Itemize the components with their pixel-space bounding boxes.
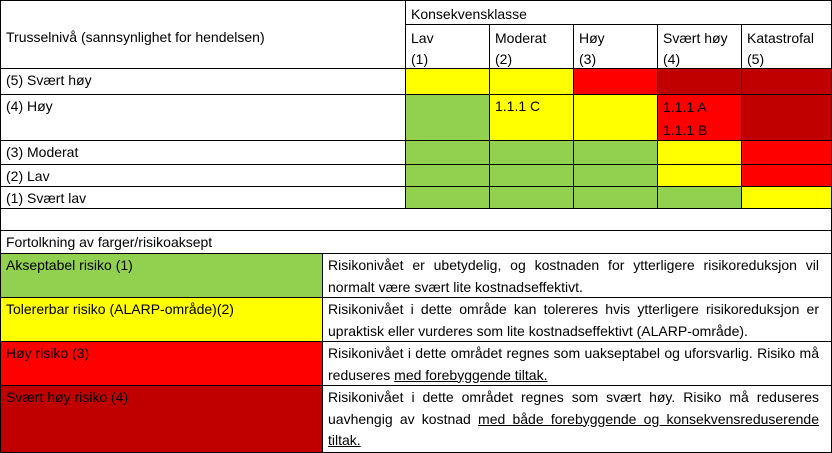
legend-title <box>0 230 832 254</box>
matrix-cell <box>573 94 658 141</box>
legend-label-text: Høy risiko (3) <box>6 345 90 361</box>
matrix-cell <box>405 164 490 187</box>
row-label-text: (1) Svært lav <box>6 190 87 206</box>
matrix-cell <box>741 186 832 209</box>
column-number: (1) <box>411 51 429 67</box>
column-number: (5) <box>747 51 765 67</box>
legend-description-underlined: med forebyggende tiltak. <box>394 366 548 383</box>
column-name: Svært høy <box>663 30 728 46</box>
legend-label-4 <box>0 385 323 453</box>
column-number: (4) <box>663 51 681 67</box>
row-label-2 <box>0 164 406 187</box>
column-header-2 <box>489 24 574 69</box>
matrix-cell <box>657 94 742 141</box>
matrix-cell <box>489 140 574 165</box>
row-label-1 <box>0 186 406 209</box>
matrix-cell <box>573 68 658 95</box>
matrix-cell <box>573 186 658 209</box>
matrix-cell <box>741 68 832 95</box>
scenario-label: 1.1.1 B <box>663 122 708 138</box>
legend-label-text: Tolererbar risiko (ALARP-område)(2) <box>6 301 234 317</box>
row-label-text: (5) Svært høy <box>6 72 92 88</box>
row-label-text: (2) Lav <box>6 168 50 184</box>
legend-description-text: Risikonivået i dette området regnes som uakseptabel og uforsvarlig. Risiko må reduseres <box>328 345 819 383</box>
row-label-text: (4) Høy <box>6 98 53 114</box>
column-header-5 <box>741 24 832 69</box>
matrix-cell <box>741 140 832 165</box>
column-name: Moderat <box>495 30 547 46</box>
matrix-cell <box>657 140 742 165</box>
column-header-4 <box>657 24 742 69</box>
scenario-label: 1.1.1 C <box>495 98 541 114</box>
legend-description-1 <box>322 253 832 298</box>
threat-level-label: Trusselnivå (sannsynlighet for hendelsen) <box>6 29 265 45</box>
legend-label-1 <box>0 253 323 298</box>
column-name: Høy <box>579 30 605 46</box>
legend-description-3 <box>322 341 832 386</box>
legend-label-text: Svært høy risiko (4) <box>6 389 129 405</box>
scenario-label: 1.1.1 A <box>663 99 707 115</box>
column-number: (3) <box>579 51 597 67</box>
matrix-cell <box>489 68 574 95</box>
legend-label-2 <box>0 297 323 342</box>
matrix-cell <box>657 68 742 95</box>
column-name: Lav <box>411 30 434 46</box>
matrix-cell <box>489 164 574 187</box>
matrix-cell <box>489 186 574 209</box>
matrix-cell <box>489 94 574 141</box>
matrix-cell <box>657 164 742 187</box>
column-header-3 <box>573 24 658 69</box>
matrix-cell <box>405 94 490 141</box>
column-header-1 <box>405 24 490 69</box>
column-name: Katastrofal <box>747 30 814 46</box>
legend-description-underlined: med både forebyggende og konsekvensreduserende tiltak. <box>328 410 819 448</box>
legend-description-text: Risikonivået er ubetydelig, og kostnaden for ytterligere risikoreduksjon vil normalt være svært lite kostnadseffektivt. <box>328 257 819 295</box>
matrix-cell <box>405 68 490 95</box>
matrix-cell <box>405 186 490 209</box>
legend-label-3 <box>0 341 323 386</box>
matrix-cell <box>573 140 658 165</box>
legend-label-text: Akseptabel risiko (1) <box>6 257 133 273</box>
matrix-cell <box>405 140 490 165</box>
legend-title-text: Fortolkning av farger/risikoaksept <box>6 234 213 250</box>
spacer-row <box>0 208 832 231</box>
row-label-3 <box>0 140 406 165</box>
matrix-cell <box>741 94 832 141</box>
matrix-cell <box>657 186 742 209</box>
matrix-cell <box>741 164 832 187</box>
consequence-class-header <box>405 0 832 25</box>
threat-level-header <box>0 0 406 69</box>
matrix-cell <box>573 164 658 187</box>
row-label-5 <box>0 68 406 95</box>
legend-description-4 <box>322 385 832 453</box>
consequence-class-label: Konsekvensklasse <box>411 6 527 22</box>
legend-description-2 <box>322 297 832 342</box>
row-label-text: (3) Moderat <box>6 144 79 160</box>
legend-description-text: Risikonivået i dette området regnes som svært høy. Risiko må reduseres uavhengig av kostnad <box>328 389 819 427</box>
legend-description-text: Risikonivået i dette område kan tolereres hvis ytterligere risikoreduksjon er upraktisk eller vurderes som lite kostnadseffektivt (ALARP-område). <box>328 301 819 339</box>
row-label-4 <box>0 94 406 141</box>
column-number: (2) <box>495 51 513 67</box>
